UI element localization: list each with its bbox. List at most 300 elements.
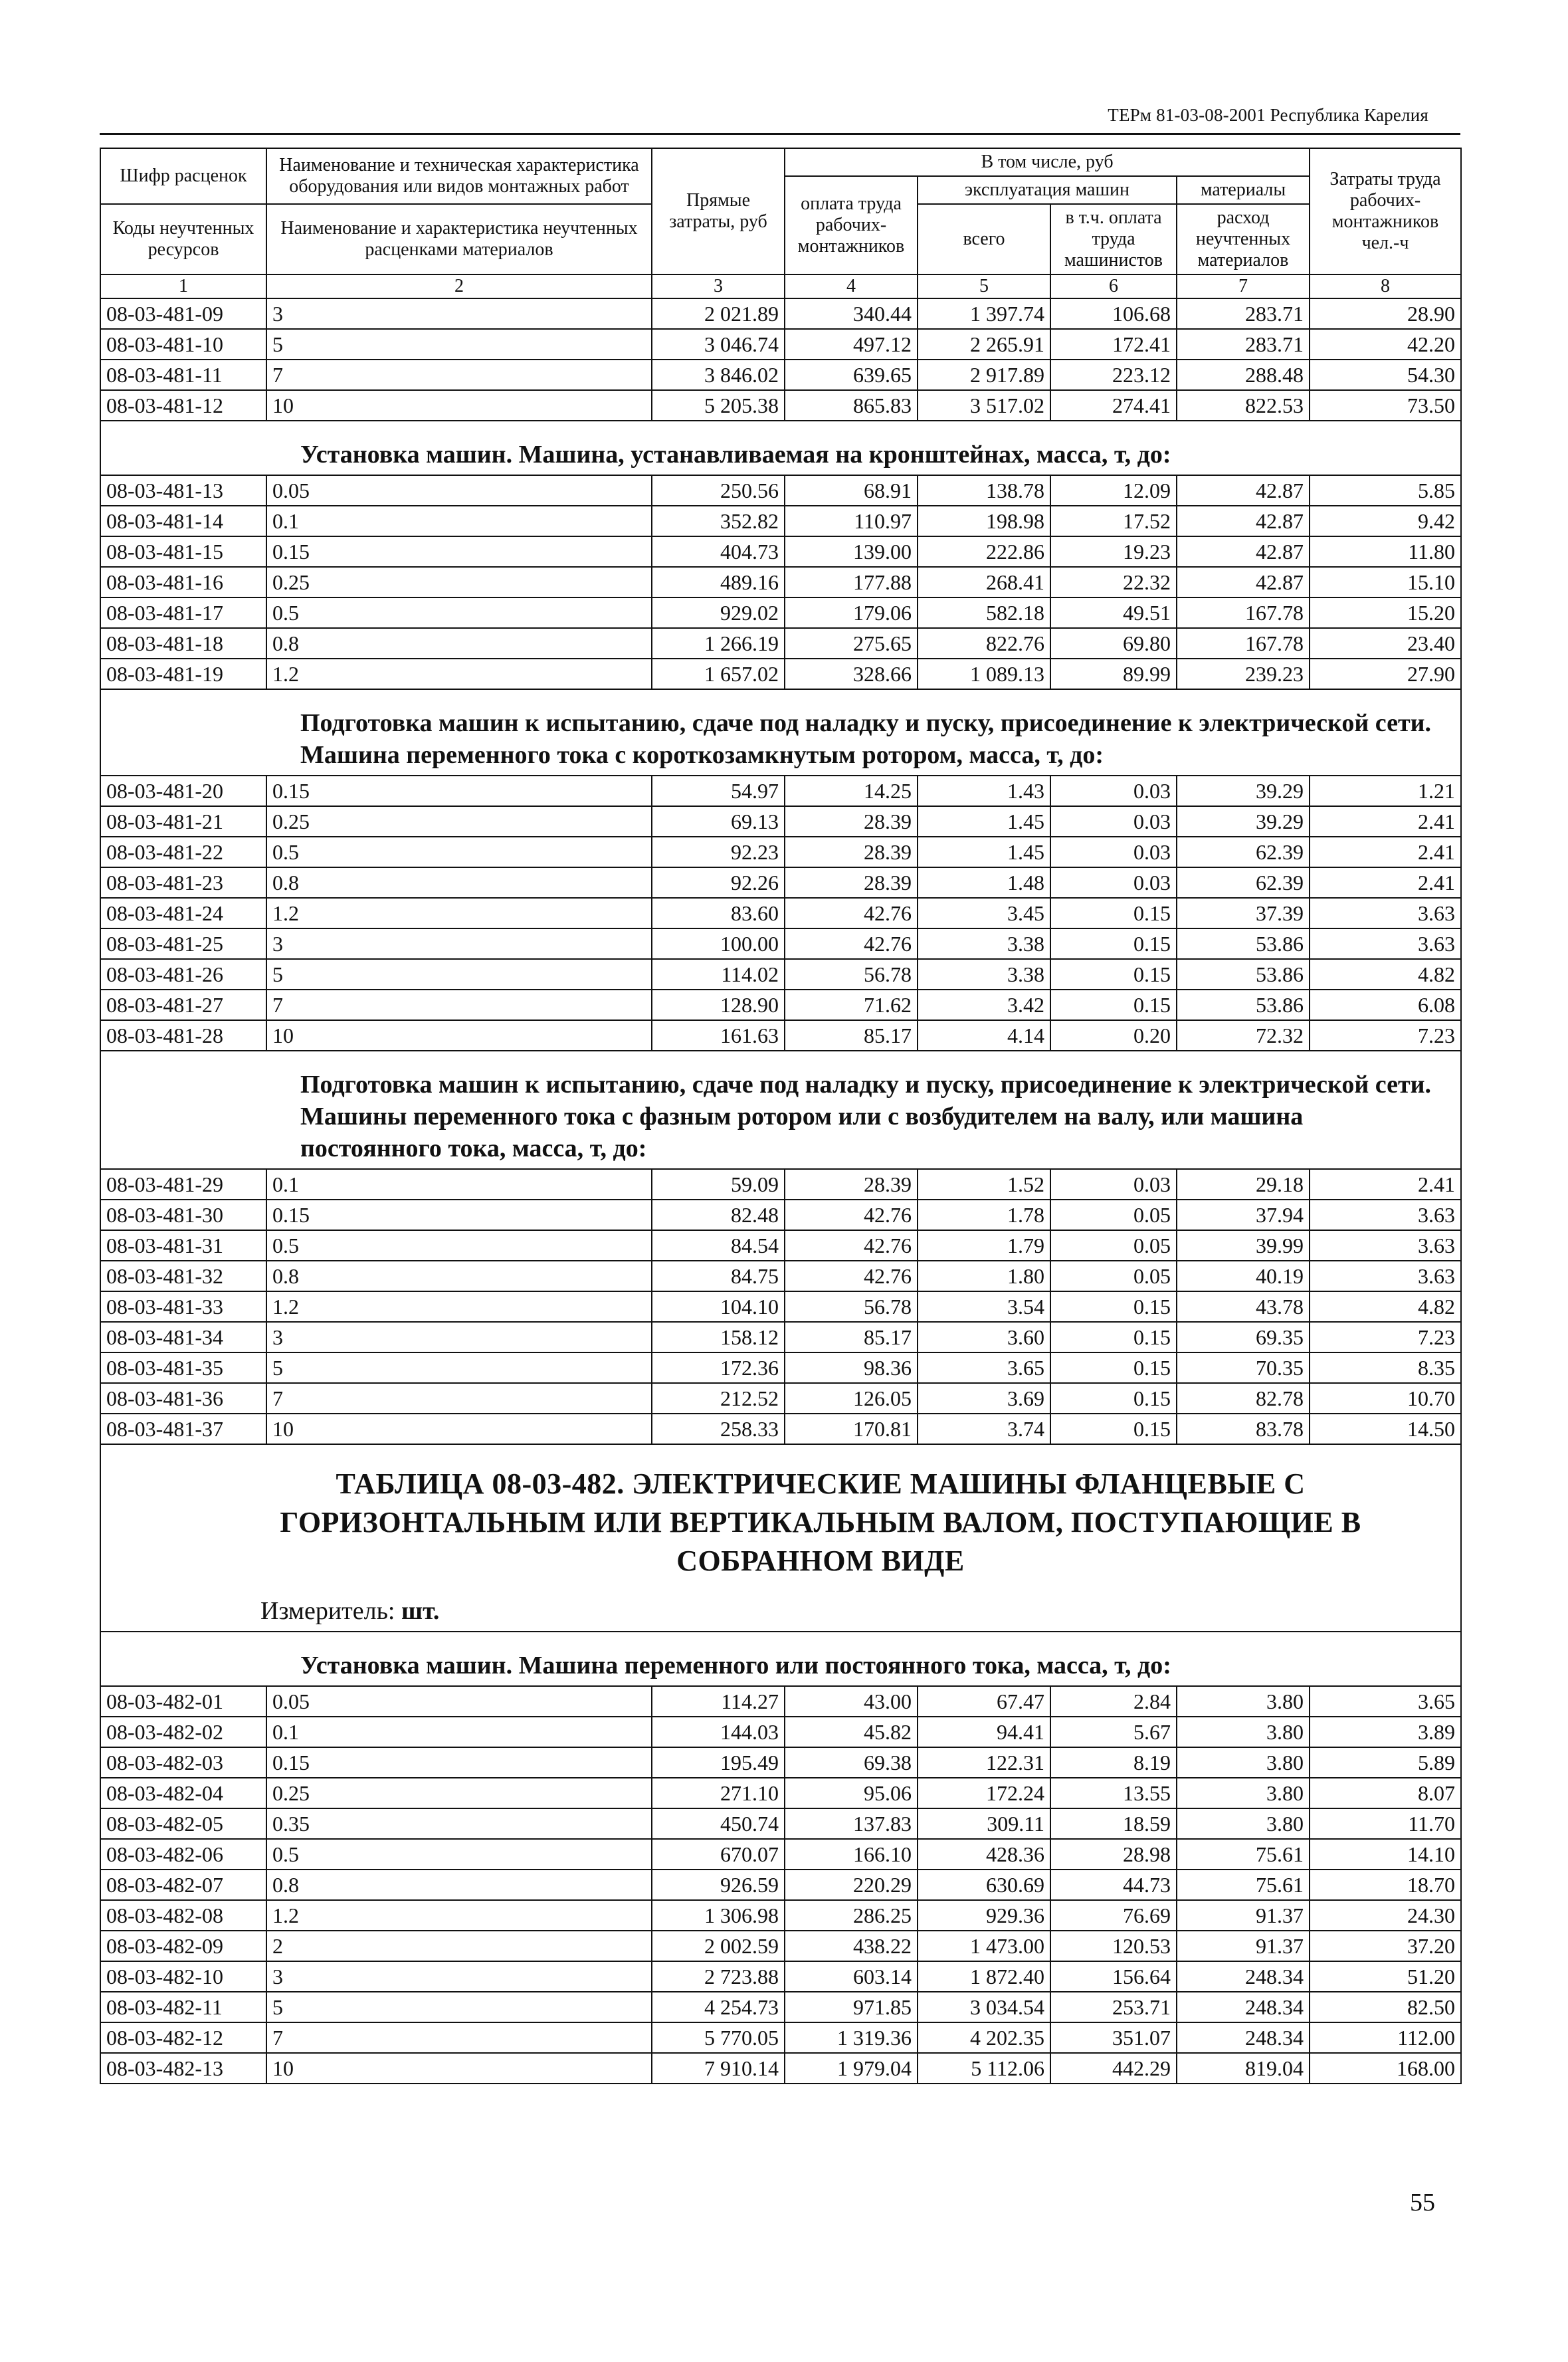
rate-code: 08-03-482-07 [100,1870,266,1900]
table-row [100,1717,1461,1747]
cost-value: 84.75 [652,1261,785,1291]
cost-value: 167.78 [1177,597,1310,628]
rate-code: 08-03-481-15 [100,536,266,567]
cost-value: 283.71 [1177,298,1310,329]
cost-value: 15.10 [1310,567,1461,597]
cost-value: 172.41 [1050,329,1177,360]
page-header: ТЕРм 81-03-08-2001 Республика Карелия [1108,105,1428,125]
cost-value: 84.54 [652,1230,785,1261]
cost-value: 42.87 [1177,536,1310,567]
cost-value: 75.61 [1177,1839,1310,1870]
cost-value: 2 723.88 [652,1961,785,1992]
table-row [100,506,1461,536]
cost-value: 156.64 [1050,1961,1177,1992]
mass-value: 0.25 [266,567,652,597]
cost-value: 69.13 [652,806,785,837]
measure-label: Измеритель: [260,1597,395,1625]
header-name-bottom: Наименование и характеристика неучтенных расценками материалов [266,204,652,274]
cost-value: 2.41 [1310,837,1461,867]
cost-value: 39.29 [1177,776,1310,806]
rate-code: 08-03-481-22 [100,837,266,867]
cost-value: 3.54 [918,1291,1050,1322]
cost-value: 0.15 [1050,1352,1177,1383]
cost-value: 8.07 [1310,1778,1461,1808]
cost-value: 248.34 [1177,1961,1310,1992]
cost-value: 340.44 [785,298,918,329]
cost-value: 72.32 [1177,1020,1310,1051]
cost-value: 5.89 [1310,1747,1461,1778]
cost-value: 0.05 [1050,1200,1177,1230]
cost-value: 53.86 [1177,959,1310,990]
cost-value: 95.06 [785,1778,918,1808]
mass-value: 3 [266,928,652,959]
table-row [100,837,1461,867]
rate-code: 08-03-481-26 [100,959,266,990]
rate-code: 08-03-481-09 [100,298,266,329]
table-row [100,776,1461,806]
cost-value: 929.36 [918,1900,1050,1931]
table-row [100,1261,1461,1291]
mass-value: 7 [266,2022,652,2053]
cost-value: 91.37 [1177,1931,1310,1961]
cost-value: 19.23 [1050,536,1177,567]
header-direct: Прямые затраты, руб [652,148,785,274]
cost-value: 62.39 [1177,867,1310,898]
rate-code: 08-03-482-09 [100,1931,266,1961]
table-header [100,148,1461,298]
mass-value: 0.8 [266,1870,652,1900]
cost-value: 248.34 [1177,2022,1310,2053]
cost-value: 5.85 [1310,475,1461,506]
mass-value: 0.35 [266,1808,652,1839]
cost-value: 54.30 [1310,360,1461,390]
cost-value: 1.80 [918,1261,1050,1291]
cost-value: 40.19 [1177,1261,1310,1291]
table-row [100,1747,1461,1778]
rate-code: 08-03-481-33 [100,1291,266,1322]
cost-value: 10.70 [1310,1383,1461,1414]
cost-value: 51.20 [1310,1961,1461,1992]
table-row [100,1383,1461,1414]
table-row [100,597,1461,628]
cost-value: 161.63 [652,1020,785,1051]
cost-value: 603.14 [785,1961,918,1992]
cost-value: 42.76 [785,1200,918,1230]
cost-value: 92.26 [652,867,785,898]
cost-value: 114.02 [652,959,785,990]
table-row [100,1900,1461,1931]
cost-value: 0.03 [1050,867,1177,898]
cost-value: 274.41 [1050,390,1177,421]
cost-value: 582.18 [918,597,1050,628]
cost-value: 3 517.02 [918,390,1050,421]
rate-code: 08-03-481-27 [100,990,266,1020]
cost-value: 3.63 [1310,928,1461,959]
rate-code: 08-03-482-04 [100,1778,266,1808]
cost-value: 82.48 [652,1200,785,1230]
cost-value: 67.47 [918,1686,1050,1717]
cost-value: 3.80 [1177,1717,1310,1747]
cost-value: 1.45 [918,837,1050,867]
cost-value: 112.00 [1310,2022,1461,2053]
cost-value: 73.50 [1310,390,1461,421]
cost-value: 69.80 [1050,628,1177,659]
mass-value: 0.25 [266,1778,652,1808]
table-row [100,990,1461,1020]
cost-value: 89.99 [1050,659,1177,689]
cost-value: 3.80 [1177,1778,1310,1808]
cost-value: 2.41 [1310,1169,1461,1200]
cost-value: 1 306.98 [652,1900,785,1931]
rate-code: 08-03-481-16 [100,567,266,597]
table-row [100,298,1461,329]
mass-value: 1.2 [266,898,652,928]
rate-code: 08-03-482-08 [100,1900,266,1931]
mass-value: 0.25 [266,806,652,837]
header-zatraty: Затраты труда рабочих-монтажников чел.-ч [1310,148,1461,274]
cost-value: 3.80 [1177,1747,1310,1778]
cost-value: 0.05 [1050,1230,1177,1261]
mass-value: 0.1 [266,506,652,536]
table-row [100,1414,1461,1444]
header-oplata: оплата труда рабочих-монтажников [785,176,918,274]
table-row [100,1870,1461,1900]
cost-value: 29.18 [1177,1169,1310,1200]
cost-value: 8.19 [1050,1747,1177,1778]
table-row [100,2022,1461,2053]
cost-value: 128.90 [652,990,785,1020]
cost-value: 0.15 [1050,1322,1177,1352]
cost-value: 2.84 [1050,1686,1177,1717]
cost-value: 92.23 [652,837,785,867]
page-number: 55 [1410,2189,1435,2216]
mass-value: 10 [266,2053,652,2084]
cost-value: 28.39 [785,806,918,837]
rate-code: 08-03-481-11 [100,360,266,390]
section-row [100,1632,1461,1686]
cost-value: 4.14 [918,1020,1050,1051]
mass-value: 5 [266,1352,652,1383]
table-row [100,806,1461,837]
cost-value: 43.00 [785,1686,918,1717]
cost-value: 0.20 [1050,1020,1177,1051]
rate-code: 08-03-481-12 [100,390,266,421]
mass-value: 7 [266,1383,652,1414]
table-row [100,1839,1461,1870]
cost-value: 71.62 [785,990,918,1020]
header-name-top: Наименование и техническая характеристика оборудования или видов монтажных работ [266,148,652,204]
cost-value: 3.65 [1310,1686,1461,1717]
cost-value: 83.60 [652,898,785,928]
cost-value: 100.00 [652,928,785,959]
cost-value: 104.10 [652,1291,785,1322]
table-row [100,475,1461,506]
cost-value: 630.69 [918,1870,1050,1900]
table-body [100,298,1461,2084]
cost-value: 4 254.73 [652,1992,785,2022]
cost-value: 42.87 [1177,567,1310,597]
cost-value: 167.78 [1177,628,1310,659]
cost-value: 489.16 [652,567,785,597]
cost-value: 137.83 [785,1808,918,1839]
cost-value: 929.02 [652,597,785,628]
cost-value: 222.86 [918,536,1050,567]
cost-value: 28.98 [1050,1839,1177,1870]
cost-value: 2 021.89 [652,298,785,329]
cost-value: 1 473.00 [918,1931,1050,1961]
header-ekspl: эксплуатация машин [918,176,1177,204]
cost-value: 253.71 [1050,1992,1177,2022]
cost-value: 223.12 [1050,360,1177,390]
cost-value: 7.23 [1310,1322,1461,1352]
cost-value: 819.04 [1177,2053,1310,2084]
rate-code: 08-03-481-24 [100,898,266,928]
column-number: 5 [918,274,1050,298]
table-row [100,1200,1461,1230]
section-title: Установка машин. Машина переменного или постоянного тока, масса, т, до: [100,1632,1461,1686]
cost-value: 82.50 [1310,1992,1461,2022]
rate-code: 08-03-481-36 [100,1383,266,1414]
cost-value: 27.90 [1310,659,1461,689]
cost-value: 22.32 [1050,567,1177,597]
table-row [100,1169,1461,1200]
cost-value: 0.15 [1050,898,1177,928]
cost-value: 3.38 [918,959,1050,990]
mass-value: 5 [266,1992,652,2022]
table-row [100,928,1461,959]
table-row [100,2053,1461,2084]
cost-value: 18.70 [1310,1870,1461,1900]
cost-value: 59.09 [652,1169,785,1200]
cost-value: 822.76 [918,628,1050,659]
cost-value: 56.78 [785,1291,918,1322]
mass-value: 10 [266,390,652,421]
mass-value: 0.15 [266,1200,652,1230]
cost-value: 94.41 [918,1717,1050,1747]
cost-value: 82.78 [1177,1383,1310,1414]
cost-value: 42.87 [1177,506,1310,536]
cost-value: 670.07 [652,1839,785,1870]
cost-value: 42.76 [785,1230,918,1261]
cost-value: 351.07 [1050,2022,1177,2053]
mass-value: 0.5 [266,1230,652,1261]
cost-value: 328.66 [785,659,918,689]
mass-value: 0.5 [266,837,652,867]
cost-value: 53.86 [1177,928,1310,959]
rate-code: 08-03-482-03 [100,1747,266,1778]
cost-value: 3.38 [918,928,1050,959]
cost-value: 106.68 [1050,298,1177,329]
cost-value: 14.50 [1310,1414,1461,1444]
cost-value: 971.85 [785,1992,918,2022]
column-number: 3 [652,274,785,298]
cost-value: 220.29 [785,1870,918,1900]
cost-value: 865.83 [785,390,918,421]
cost-value: 1 319.36 [785,2022,918,2053]
cost-value: 5 205.38 [652,390,785,421]
cost-value: 28.39 [785,837,918,867]
cost-value: 268.41 [918,567,1050,597]
rate-code: 08-03-481-17 [100,597,266,628]
section-row [100,689,1461,776]
rate-code: 08-03-481-30 [100,1200,266,1230]
cost-value: 198.98 [918,506,1050,536]
cost-value: 1 397.74 [918,298,1050,329]
cost-value: 2 002.59 [652,1931,785,1961]
cost-value: 11.80 [1310,536,1461,567]
cost-value: 144.03 [652,1717,785,1747]
cost-value: 85.17 [785,1020,918,1051]
cost-value: 1.45 [918,806,1050,837]
cost-value: 0.03 [1050,806,1177,837]
cost-value: 3.89 [1310,1717,1461,1747]
cost-value: 120.53 [1050,1931,1177,1961]
cost-value: 39.99 [1177,1230,1310,1261]
cost-value: 42.87 [1177,475,1310,506]
header-kody: Коды неучтенных ресурсов [100,204,266,274]
rate-code: 08-03-482-10 [100,1961,266,1992]
rate-code: 08-03-482-12 [100,2022,266,2053]
rate-code: 08-03-481-14 [100,506,266,536]
cost-value: 28.90 [1310,298,1461,329]
cost-value: 2.41 [1310,867,1461,898]
cost-value: 98.36 [785,1352,918,1383]
measure-row [100,1594,1461,1632]
cost-value: 4.82 [1310,959,1461,990]
cost-value: 3 046.74 [652,329,785,360]
mass-value: 0.8 [266,628,652,659]
mass-value: 0.15 [266,1747,652,1778]
table-row [100,390,1461,421]
cost-value: 428.36 [918,1839,1050,1870]
cost-value: 42.20 [1310,329,1461,360]
cost-value: 5 770.05 [652,2022,785,2053]
mass-value: 1.2 [266,659,652,689]
measure-unit: шт. [401,1597,440,1625]
rate-code: 08-03-481-13 [100,475,266,506]
cost-value: 68.91 [785,475,918,506]
rate-code: 08-03-481-25 [100,928,266,959]
mass-value: 7 [266,360,652,390]
cost-value: 6.08 [1310,990,1461,1020]
mass-value: 10 [266,1020,652,1051]
cost-value: 69.35 [1177,1322,1310,1352]
cost-value: 138.78 [918,475,1050,506]
cost-value: 42.76 [785,928,918,959]
header-vtch: в т.ч. оплата труда машинистов [1050,204,1177,274]
cost-value: 352.82 [652,506,785,536]
cost-value: 8.35 [1310,1352,1461,1383]
table-row [100,536,1461,567]
mass-value: 3 [266,1322,652,1352]
cost-value: 1 266.19 [652,628,785,659]
table-row [100,1931,1461,1961]
rate-code: 08-03-481-34 [100,1322,266,1352]
cost-value: 1 872.40 [918,1961,1050,1992]
cost-value: 3 846.02 [652,360,785,390]
mass-value: 0.5 [266,1839,652,1870]
cost-value: 195.49 [652,1747,785,1778]
cost-value: 28.39 [785,1169,918,1200]
cost-value: 1.79 [918,1230,1050,1261]
rate-code: 08-03-481-20 [100,776,266,806]
cost-value: 271.10 [652,1778,785,1808]
cost-value: 2 265.91 [918,329,1050,360]
cost-value: 13.55 [1050,1778,1177,1808]
cost-value: 76.69 [1050,1900,1177,1931]
table-row [100,1961,1461,1992]
cost-value: 0.15 [1050,928,1177,959]
table-row [100,628,1461,659]
cost-value: 42.76 [785,898,918,928]
cost-value: 168.00 [1310,2053,1461,2084]
rate-code: 08-03-481-37 [100,1414,266,1444]
mass-value: 5 [266,329,652,360]
cost-value: 1 089.13 [918,659,1050,689]
cost-value: 15.20 [1310,597,1461,628]
cost-value: 0.15 [1050,1291,1177,1322]
cost-value: 926.59 [652,1870,785,1900]
mass-value: 7 [266,990,652,1020]
section-row [100,421,1461,475]
mass-value: 0.8 [266,1261,652,1291]
cost-value: 258.33 [652,1414,785,1444]
rate-code: 08-03-482-01 [100,1686,266,1717]
cost-value: 110.97 [785,506,918,536]
cost-value: 54.97 [652,776,785,806]
header-vsego: всего [918,204,1050,274]
column-numbers-row [100,274,1461,298]
cost-value: 239.23 [1177,659,1310,689]
mass-value: 0.1 [266,1169,652,1200]
cost-value: 83.78 [1177,1414,1310,1444]
cost-value: 1.78 [918,1200,1050,1230]
cost-value: 4.82 [1310,1291,1461,1322]
header-raskhod: расход неучтенных материалов [1177,204,1310,274]
cost-value: 1.52 [918,1169,1050,1200]
cost-value: 24.30 [1310,1900,1461,1931]
cost-value: 75.61 [1177,1870,1310,1900]
cost-value: 5 112.06 [918,2053,1050,2084]
cost-value: 28.39 [785,867,918,898]
cost-value: 639.65 [785,360,918,390]
rate-code: 08-03-481-35 [100,1352,266,1383]
section-title: Подготовка машин к испытанию, сдаче под наладку и пуску, присоединение к электрической сети. Машина переменного тока с короткозамкнутым ротором, масса, т, до: [100,689,1461,776]
cost-value: 14.25 [785,776,918,806]
mass-value: 0.5 [266,597,652,628]
cost-value: 1 657.02 [652,659,785,689]
cost-value: 49.51 [1050,597,1177,628]
mass-value: 3 [266,298,652,329]
rate-code: 08-03-482-13 [100,2053,266,2084]
header-v-tom-chisle: В том числе, руб [785,148,1310,176]
cost-value: 37.39 [1177,898,1310,928]
header-shifr: Шифр расценок [100,148,266,204]
table-row [100,1686,1461,1717]
cost-value: 309.11 [918,1808,1050,1839]
table-row [100,867,1461,898]
table-row [100,1230,1461,1261]
table-row [100,1808,1461,1839]
cost-value: 822.53 [1177,390,1310,421]
cost-value: 42.76 [785,1261,918,1291]
cost-value: 0.03 [1050,837,1177,867]
column-number: 2 [266,274,652,298]
rate-code: 08-03-482-06 [100,1839,266,1870]
cost-value: 1.43 [918,776,1050,806]
column-number: 1 [100,274,266,298]
cost-value: 0.15 [1050,990,1177,1020]
